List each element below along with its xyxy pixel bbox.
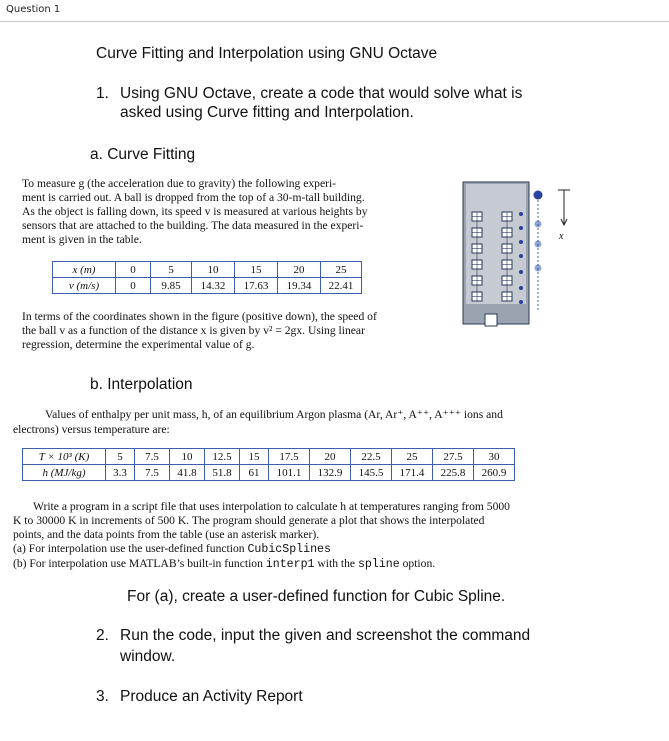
table-cell: 14.32 xyxy=(192,278,235,294)
table-cell: 41.8 xyxy=(170,465,205,481)
item-b-suffix: option. xyxy=(399,557,436,570)
table-cell: 15 xyxy=(235,262,278,278)
intro-line: sensors that are attached to the building. The data measured in the experi- xyxy=(22,219,364,232)
table-cell: 15 xyxy=(240,449,269,465)
table-cell: 25 xyxy=(321,262,362,278)
outro-line: In terms of the coordinates shown in the figure (positive down), the speed of xyxy=(22,310,377,323)
table-cell: 101.1 xyxy=(269,465,310,481)
x-axis-label: x xyxy=(559,231,564,242)
row-label-h: h (MJ/kg) xyxy=(23,465,106,481)
table-row xyxy=(53,278,362,294)
table-cell: 145.5 xyxy=(351,465,392,481)
table-cell: 7.5 xyxy=(135,465,170,481)
section-b-note: For (a), create a user-defined function for Cubic Spline. xyxy=(127,588,506,605)
x-axis-arrow xyxy=(558,190,570,225)
section-b-intro-line-1: Values of enthalpy per unit mass, h, of an equilibrium Argon plasma (Ar, Ar⁺, A⁺⁺, A⁺⁺⁺ ions and xyxy=(45,408,503,421)
task-1-number: 1. xyxy=(96,85,109,102)
intro-line: To measure g (the acceleration due to gravity) the following experi- xyxy=(22,177,337,190)
table-cell: 17.5 xyxy=(269,449,310,465)
table-cell: 5 xyxy=(151,262,192,278)
section-a-heading: a. Curve Fitting xyxy=(90,146,196,163)
table-cell: 0 xyxy=(116,262,151,278)
table-cell: 10 xyxy=(170,449,205,465)
section-b-intro-line-2: electrons) versus temperature are: xyxy=(13,423,170,436)
row-label-x: x (m) xyxy=(53,262,116,278)
table-row xyxy=(23,465,515,481)
task-3-number: 3. xyxy=(96,688,109,705)
task-1-line-2: asked using Curve fitting and Interpolation. xyxy=(120,104,414,121)
table-cell: 17.63 xyxy=(235,278,278,294)
table-cell: 22.41 xyxy=(321,278,362,294)
task-2-line-2: window. xyxy=(120,648,176,665)
section-a-intro xyxy=(22,177,442,247)
speed-data-table xyxy=(52,261,362,294)
item-b-code-1: interp1 xyxy=(265,558,315,571)
item-a-text: (a) For interpolation use the user-defined function xyxy=(13,542,248,555)
body-line: K to 30000 K in increments of 500 K. The program should generate a plot that shows the interpolated xyxy=(13,514,485,527)
intro-line: As the object is falling down, its speed v is measured at various heights by xyxy=(22,205,368,218)
intro-line: ment is given in the table. xyxy=(22,233,142,246)
task-2-number: 2. xyxy=(96,627,109,644)
table-row xyxy=(53,262,362,278)
table-cell: 27.5 xyxy=(433,449,474,465)
item-b-mid: with the xyxy=(314,557,358,570)
table-cell: 0 xyxy=(116,278,151,294)
table-cell: 12.5 xyxy=(205,449,240,465)
section-b-body xyxy=(13,500,663,572)
outro-line: regression, determine the experimental value of g. xyxy=(22,338,255,351)
table-cell: 61 xyxy=(240,465,269,481)
body-line: points, and the data points from the table (use an asterisk marker). xyxy=(13,528,320,541)
outro-line: the ball v as a function of the distance x is given by v² = 2gx. Using linear xyxy=(22,324,365,337)
table-cell: 19.34 xyxy=(278,278,321,294)
table-cell: 51.8 xyxy=(205,465,240,481)
item-b-code-2: spline xyxy=(357,558,400,571)
task-3-line-1: Produce an Activity Report xyxy=(120,688,303,705)
enthalpy-data-table xyxy=(22,448,515,481)
item-a-code: CubicSplines xyxy=(247,543,331,556)
table-cell: 9.85 xyxy=(151,278,192,294)
body-line: Write a program in a script file that uses interpolation to calculate h at temperatures ranging from 5000 xyxy=(33,500,510,513)
table-cell: 260.9 xyxy=(474,465,515,481)
table-cell: 5 xyxy=(106,449,135,465)
building-figure xyxy=(455,180,585,330)
table-cell: 22.5 xyxy=(351,449,392,465)
table-cell: 30 xyxy=(474,449,515,465)
ball-icon xyxy=(534,191,543,200)
row-label-t: T × 10³ (K) xyxy=(23,449,106,465)
table-cell: 225.8 xyxy=(433,465,474,481)
page-title: Curve Fitting and Interpolation using GNU Octave xyxy=(96,45,438,62)
table-cell: 3.3 xyxy=(106,465,135,481)
door-icon xyxy=(485,314,497,326)
table-cell: 7.5 xyxy=(135,449,170,465)
question-header-bar xyxy=(0,0,669,22)
row-label-v: v (m/s) xyxy=(53,278,116,294)
section-b-heading: b. Interpolation xyxy=(90,376,193,393)
table-cell: 25 xyxy=(392,449,433,465)
table-row xyxy=(23,449,515,465)
item-b-text: (b) For interpolation use MATLAB’s built-in function xyxy=(13,557,266,570)
section-a-outro xyxy=(22,310,442,352)
table-cell: 171.4 xyxy=(392,465,433,481)
table-cell: 10 xyxy=(192,262,235,278)
table-cell: 20 xyxy=(278,262,321,278)
item-a xyxy=(13,542,663,557)
table-cell: 132.9 xyxy=(310,465,351,481)
question-label: Question 1 xyxy=(6,4,61,15)
task-1-line-1: Using GNU Octave, create a code that would solve what is xyxy=(120,85,523,102)
task-2-line-1: Run the code, input the given and screenshot the command xyxy=(120,627,531,644)
item-b xyxy=(13,557,663,572)
table-cell: 20 xyxy=(310,449,351,465)
intro-line: ment is carried out. A ball is dropped from the top of a 30-m-tall building. xyxy=(22,191,365,204)
